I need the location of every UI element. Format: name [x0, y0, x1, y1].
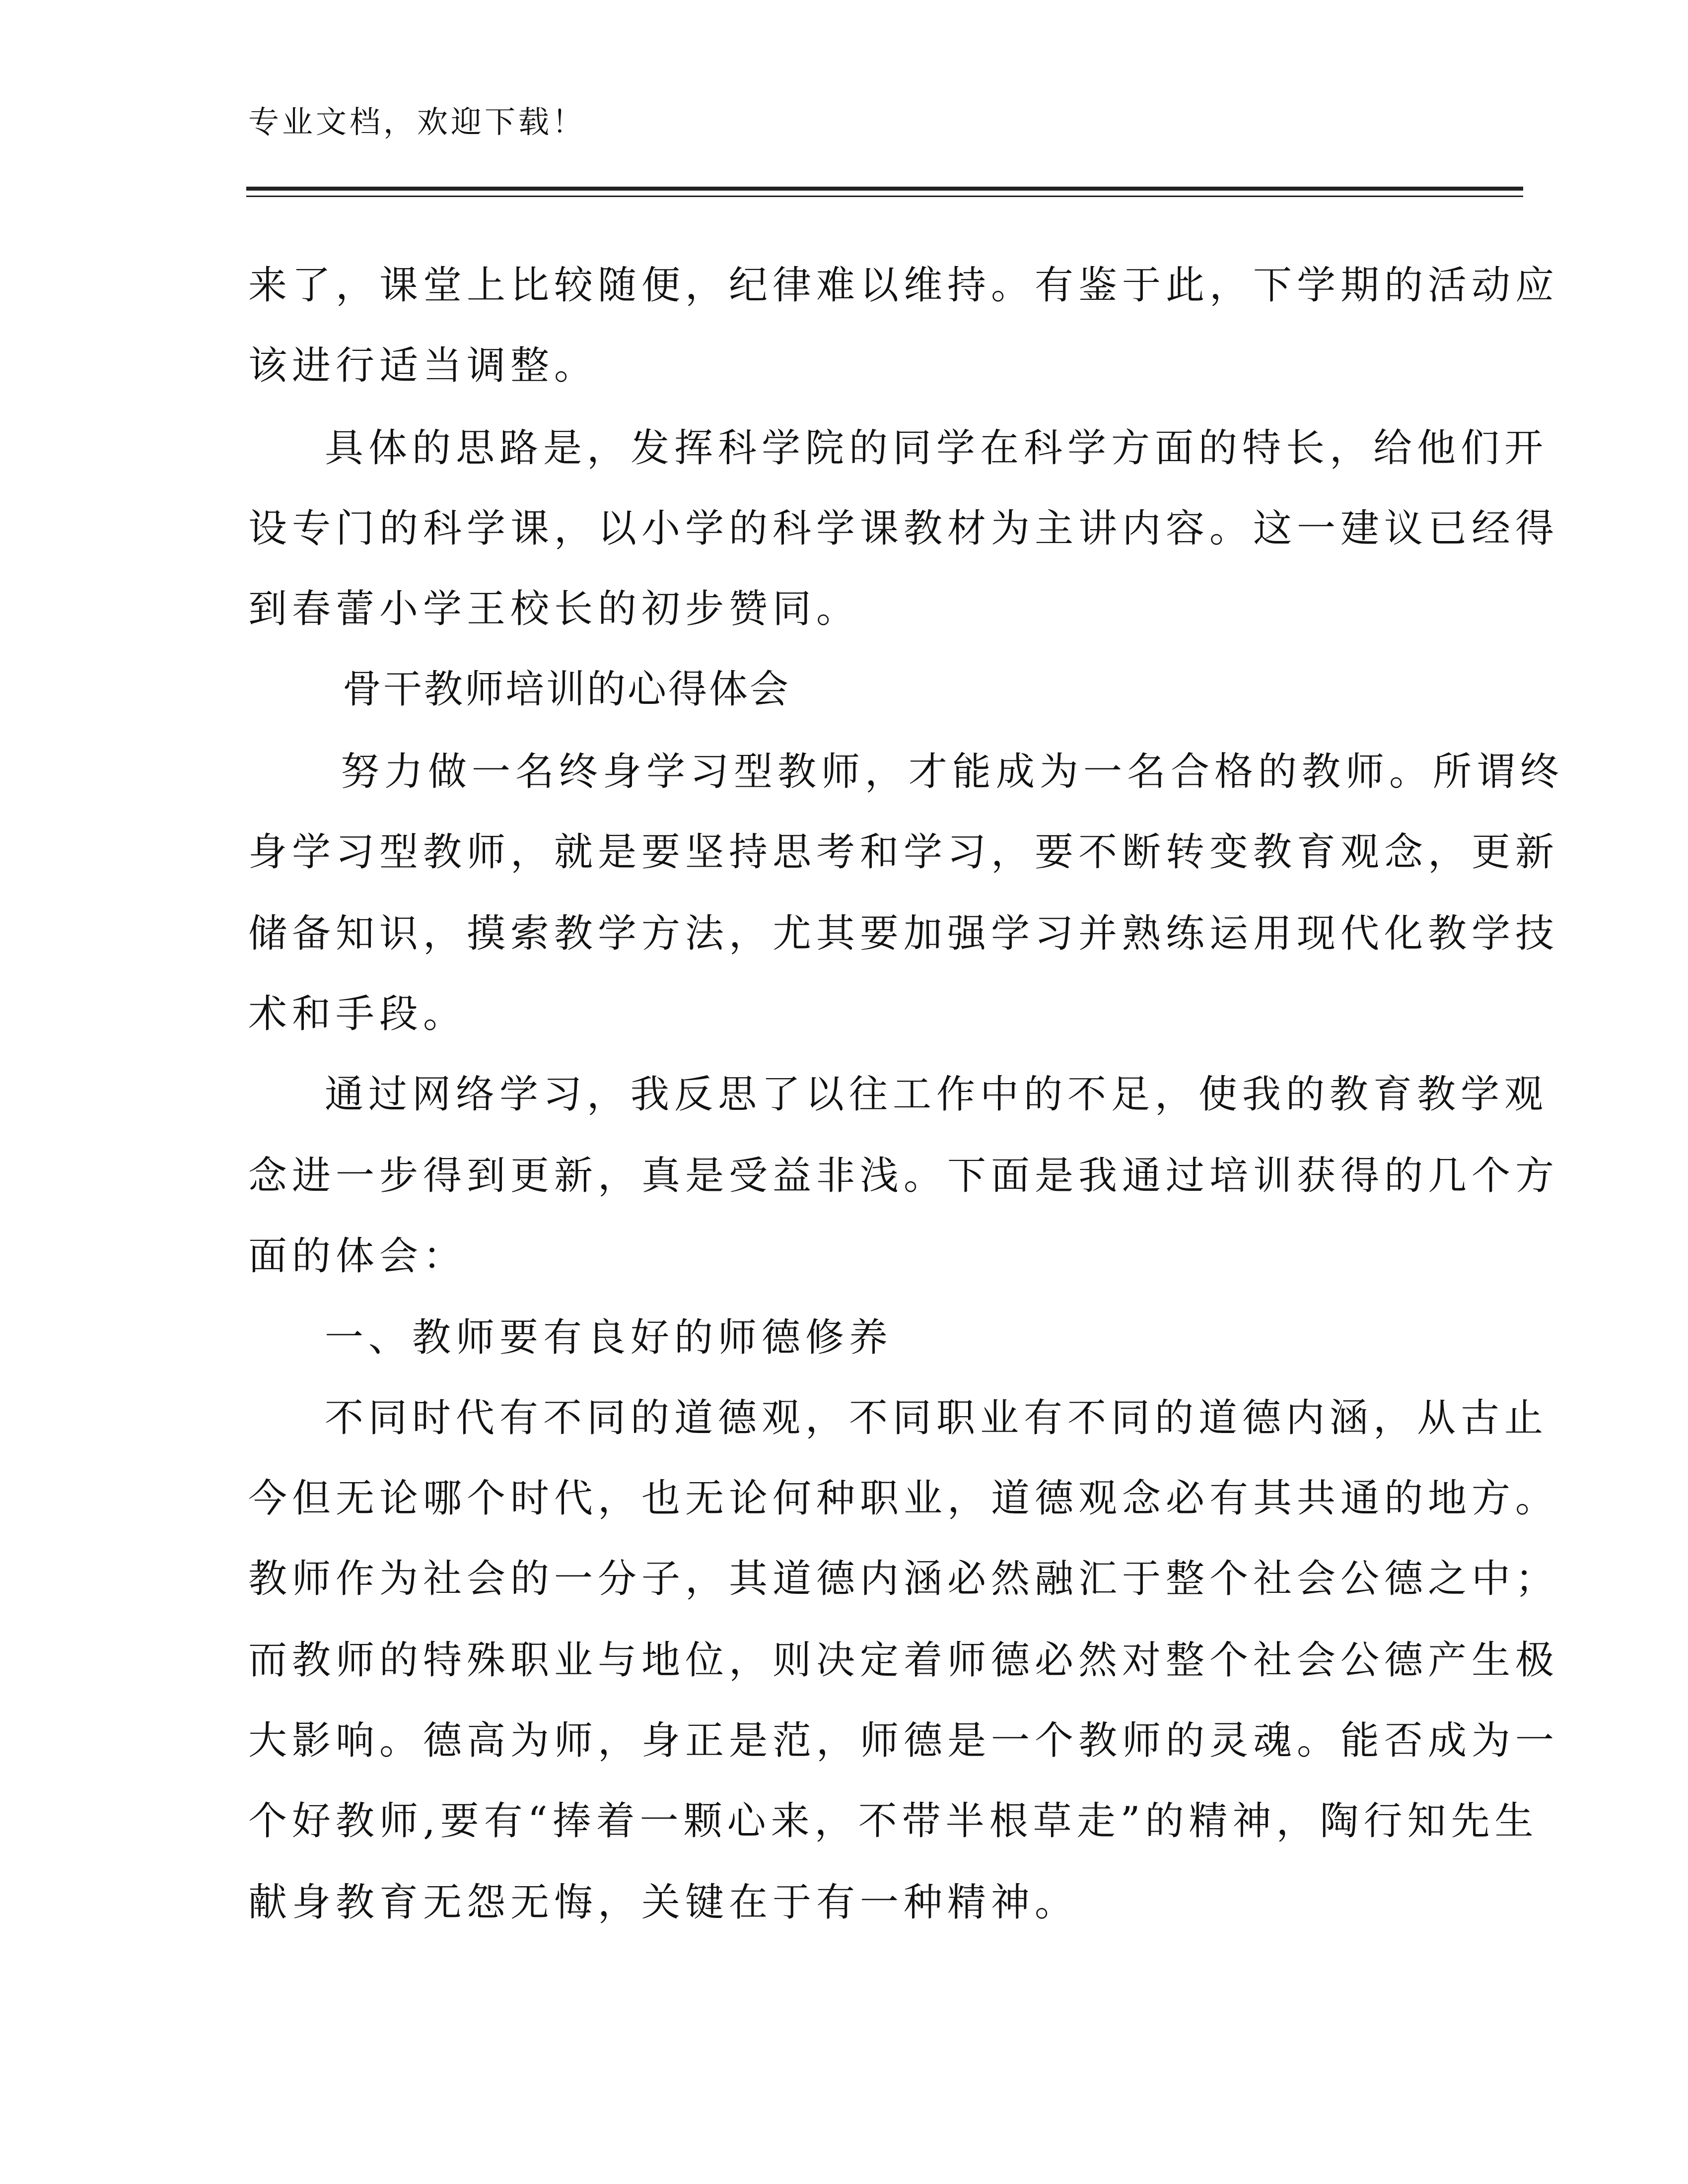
- document-header: 专业文档，欢迎下载！: [248, 104, 586, 140]
- header-divider-thick: [246, 187, 1523, 191]
- text-line: 面的体会：: [248, 1234, 467, 1279]
- text-line: 而教师的特殊职业与地位，则决定着师德必然对整个社会公德产生极: [248, 1638, 1559, 1683]
- text-line: 个好教师,要有“捧着一颗心来，不带半根草走”的精神，陶行知先生: [248, 1799, 1539, 1843]
- text-line: 到春蕾小学王校长的初步赞同。: [248, 587, 860, 631]
- text-line: 术和手段。: [248, 992, 467, 1036]
- text-line: 努力做一名终身学习型教师，才能成为一名合格的教师。所谓终: [341, 750, 1564, 794]
- text-line: 教师作为社会的一分子，其道德内涵必然融汇于整个社会公德之中；: [248, 1557, 1559, 1601]
- text-line: 念进一步得到更新，真是受益非浅。下面是我通过培训获得的几个方: [248, 1154, 1559, 1198]
- section-title: 骨干教师培训的心得体会: [343, 667, 791, 712]
- text-line: 来了，课堂上比较随便，纪律难以维持。有鉴于此，下学期的活动应: [248, 263, 1559, 308]
- subsection-heading: 一、教师要有良好的师德修养: [325, 1315, 893, 1360]
- text-line: 具体的思路是，发挥科学院的同学在科学方面的特长，给他们开: [325, 426, 1548, 471]
- text-line: 通过网络学习，我反思了以往工作中的不足，使我的教育教学观: [325, 1072, 1548, 1117]
- text-line: 身学习型教师，就是要坚持思考和学习，要不断转变教育观念，更新: [248, 830, 1559, 875]
- header-divider-thin: [246, 196, 1523, 197]
- text-line: 献身教育无怨无悔，关键在于有一种精神。: [248, 1880, 1079, 1925]
- text-line: 今但无论哪个时代，也无论何种职业，道德观念必有其共通的地方。: [248, 1476, 1559, 1521]
- text-line: 储备知识，摸索教学方法，尤其要加强学习并熟练运用现代化教学技: [248, 911, 1559, 956]
- text-line: 大影响。德高为师，身正是范，师德是一个教师的灵魂。能否成为一: [248, 1718, 1559, 1763]
- text-line: 设专门的科学课，以小学的科学课教材为主讲内容。这一建议已经得: [248, 506, 1559, 551]
- text-line: 该进行适当调整。: [248, 343, 598, 388]
- text-line: 不同时代有不同的道德观，不同职业有不同的道德内涵，从古止: [325, 1396, 1548, 1440]
